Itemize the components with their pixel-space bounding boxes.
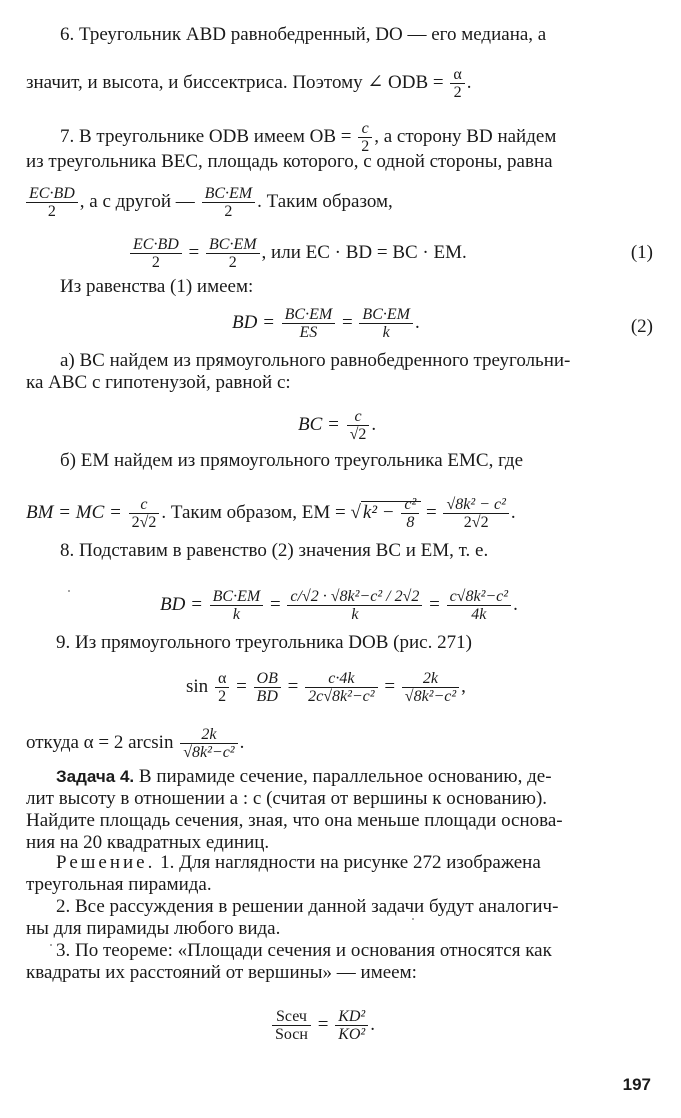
para7-line3: [24, 185, 393, 220]
equation-2: BD = $\frac{BC\cdot EM}{ES}$ = $\frac{BC\cdot EM}{k}$ .: [232, 306, 420, 341]
c-over-root2-fraction: [347, 408, 370, 443]
fraction-numerator: c: [358, 120, 372, 138]
solution-line1: [56, 852, 541, 874]
fraction-numerator: √8k² − c²: [443, 496, 508, 514]
fraction-denominator: 2: [47, 203, 56, 220]
fraction-numerator: BC·EM: [359, 306, 413, 324]
fraction-numerator: OB: [254, 670, 281, 688]
fraction-numerator: c: [347, 408, 370, 426]
bd-fraction-2: [287, 588, 422, 623]
para6-line1: 6. Треугольник ABD равнобедренный, DO — его медиана, а: [60, 24, 547, 45]
fraction-denominator: KO²: [338, 1026, 366, 1043]
page-number: 197: [622, 1075, 651, 1094]
equation-1: [128, 236, 467, 271]
alpha-over-2-fraction: [450, 66, 464, 101]
para7-line1-text: 7. В треугольнике ODB имеем OB =: [60, 125, 352, 147]
para7-line1: [60, 120, 556, 155]
equals-sign: =: [188, 241, 200, 263]
fraction-denominator: k: [351, 606, 359, 623]
ob-over-bd-fraction: [254, 670, 281, 705]
sin-label: sin: [186, 675, 209, 697]
fraction-denominator: 2: [453, 84, 462, 101]
solution-line4: ны для пирамиды любого вида.: [26, 918, 281, 939]
kd-ko-fraction: [335, 1008, 368, 1043]
alpha-over-2-fraction: [215, 670, 229, 705]
fraction-numerator: EC·BD: [130, 236, 182, 254]
alpha-result-text: откуда α = 2 arcsin: [26, 731, 174, 753]
solution-line5: 3. По теореме: «Площади сечения и основания относятся как: [56, 940, 552, 961]
fraction-numerator: 2k: [180, 726, 237, 744]
fraction-denominator: 2: [151, 254, 160, 271]
eq1-rest: , или EC · BD = BC · EM.: [261, 241, 467, 263]
para7-line3-end: . Таким образом,: [257, 190, 393, 212]
eq2-fraction-2: [359, 306, 413, 341]
twok-fraction: [402, 670, 459, 705]
fraction-denominator: 2: [224, 203, 233, 220]
eq2-lhs: BD =: [232, 311, 275, 333]
task4-line4: ния на 20 квадратных единиц.: [26, 832, 270, 853]
bd-fraction-1: [210, 588, 264, 623]
fraction-denominator: 2: [218, 688, 227, 705]
fraction-denominator: √8k²−c²: [183, 744, 235, 761]
ecbd-over-2-fraction: [26, 185, 78, 220]
fraction-numerator: c·4k: [305, 670, 377, 688]
solution-line2: треугольная пирамида.: [26, 874, 212, 895]
solution-line6: квадраты их расстояний от вершины» — имеем:: [26, 962, 417, 983]
fraction-numerator: α: [450, 66, 464, 84]
equation-1-number: (1): [630, 242, 653, 263]
para7-line3-mid: , а с другой —: [79, 190, 195, 212]
fraction-numerator: BC·EM: [202, 185, 256, 203]
fraction-numerator: c/√2 · √8k²−c² / 2√2: [287, 588, 422, 606]
task4-heading: Задача 4.: [56, 767, 135, 786]
task4-line1-text: В пирамиде сечение, параллельное основанию, де-: [134, 766, 552, 787]
para6-line2-text: значит, и высота, и биссектриса. Поэтому ∠ ODB =: [26, 71, 444, 93]
c4k-fraction: [305, 670, 377, 705]
fraction-denominator: ES: [299, 324, 318, 341]
sin-equation: sin $\frac{\alpha}{2}$ = $\frac{OB}{BD}$ = $\frac{c\cdot 4k}{\text{2c√8k²−c²}}$ = $\frac{2k}{\text{√8k²−c²}}$ ,: [186, 670, 466, 705]
fraction-numerator: c√8k²−c²: [447, 588, 511, 606]
part-a-line1: а) BC найдем из прямоугольного равнобедренного треугольни-: [60, 350, 571, 371]
scan-speck: [50, 944, 52, 946]
bd-lhs: BD =: [160, 593, 203, 615]
para7-line1-end: , а сторону BD найдем: [374, 125, 557, 147]
s-ratio-fraction: [272, 1008, 311, 1043]
fraction-numerator: BC·EM: [210, 588, 264, 606]
para9-line1: 9. Из прямоугольного треугольника DOB (рис. 271): [56, 632, 472, 653]
fraction-denominator: 4k: [471, 606, 487, 623]
fraction-numerator: EC·BD: [26, 185, 78, 203]
fraction-numerator: 2k: [402, 670, 459, 688]
part-b-line1: б) EM найдем из прямоугольного треугольника EMC, где: [60, 450, 524, 471]
fraction-denominator: 8: [406, 514, 415, 531]
bm-lhs: BM = MC =: [26, 501, 122, 523]
arcsin-fraction: [180, 726, 237, 761]
equation-2-number: (2): [630, 316, 653, 337]
fraction-numerator: c: [129, 496, 160, 514]
solution-line3: 2. Все рассуждения в решении данной задачи будут аналогич-: [56, 896, 559, 917]
fraction-denominator: Sосн: [275, 1026, 308, 1043]
fraction-numerator: BC·EM: [206, 236, 260, 254]
radical-term: k² −: [362, 501, 395, 523]
fraction-denominator: 2c√8k²−c²: [308, 688, 375, 705]
solution-heading: Решение.: [56, 852, 156, 873]
em-equation: BM = MC = $\frac{c}{2√2}$ . Таким образом, EM = √ k² − $\frac{\text{c²}}{8}$ = $\frac{\text{√8k² − c²}}{2√2}$ .: [26, 496, 516, 531]
task4-line2: лит высоту в отношении a : c (считая от вершины к основанию).: [26, 788, 548, 809]
bd-substitution-equation: BD = $\frac{BC\cdot EM}{k}$ = $\frac{\text{c/√2 · √8k²−c² / 2√2}}{k}$ = $\frac{\text{c√8k²−c²}}{4k}$ .: [160, 588, 518, 623]
fraction-denominator: BD: [256, 688, 278, 705]
fraction-denominator: k: [232, 606, 240, 623]
task4-line3: Найдите площадь сечения, зная, что она меньше площади основа-: [26, 810, 563, 831]
fraction-numerator: KD²: [335, 1008, 368, 1026]
fraction-denominator: 2: [361, 138, 370, 155]
scan-speck: [68, 590, 70, 592]
para7-line2: из треугольника BEC, площадь которого, с одной стороны, равна: [26, 151, 553, 172]
fraction-denominator: 2: [228, 254, 237, 271]
fraction-denominator: 2√2: [131, 514, 157, 531]
fraction-denominator: 2√2: [463, 514, 489, 531]
para8-line1: 8. Подставим в равенство (2) значения BC и EM, т. е.: [60, 540, 489, 561]
solution-line1-text: 1. Для наглядности на рисунке 272 изображена: [155, 852, 541, 873]
c-over-2-fraction: [358, 120, 372, 155]
bc-lhs: BC =: [298, 413, 340, 435]
fraction-denominator: √8k²−c²: [404, 688, 457, 705]
fraction-numerator: α: [215, 670, 229, 688]
scan-speck: [412, 918, 414, 920]
em-radical: [361, 496, 421, 531]
bc-equation: BC = $\frac{c}{√2}$ .: [298, 408, 377, 443]
bd-fraction-3: [447, 588, 511, 623]
fraction-denominator: k: [382, 324, 390, 341]
c-over-2root2-fraction: [129, 496, 160, 531]
fraction-numerator: BC·EM: [282, 306, 336, 324]
eq1-right-fraction: [206, 236, 260, 271]
task4-line1: [56, 766, 552, 788]
part-a-line2: ка ABC с гипотенузой, равной c:: [26, 372, 291, 393]
eq2-fraction-1: [282, 306, 336, 341]
para6-line2: значит, и высота, и биссектриса. Поэтому ∠ ODB = $\frac{\alpha}{2}$ .: [26, 66, 472, 101]
eq1-left-fraction: [130, 236, 182, 271]
area-ratio-equation: $\frac{\text{Sсеч}}{\text{Sосн}}$ = $\frac{\text{KD²}}{\text{KO²}}$ .: [270, 1008, 375, 1043]
c2-over-8-fraction: [401, 496, 419, 531]
fraction-numerator: Sсеч: [272, 1008, 311, 1026]
fraction-denominator: √2: [349, 426, 367, 443]
alpha-result-line: откуда α = 2 arcsin $\frac{2k}{\text{√8k²−c²}}$ .: [26, 726, 245, 761]
fraction-numerator: c²: [401, 496, 419, 514]
bcem-over-2-fraction: [202, 185, 256, 220]
from-eq1-line: Из равенства (1) имеем:: [60, 276, 254, 297]
em-result-fraction: [443, 496, 508, 531]
em-mid-text: . Таким образом, EM =: [161, 501, 346, 523]
